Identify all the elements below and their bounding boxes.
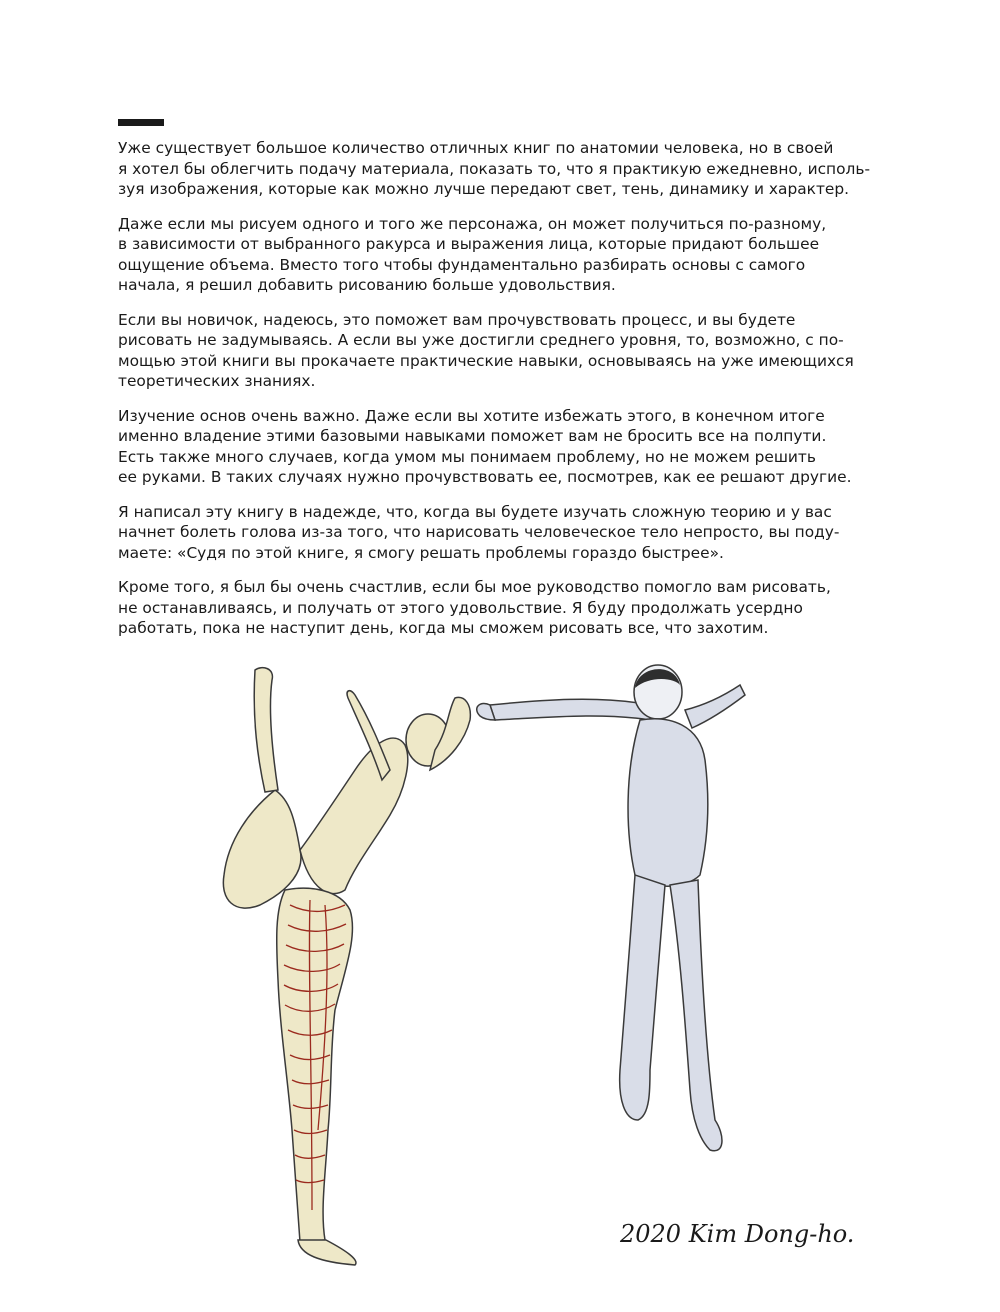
paragraph-5: Я написал эту книгу в надежде, что, когда вы будете изучать сложную теорию и у вас начнет болеть голова из-за того, что нарисовать человеческое тело непросто, вы поду- маете: «Судя по этой книге, я смогу решать проблемы гораздо быстрее».: [118, 502, 840, 562]
paragraph-3: Если вы новичок, надеюсь, это поможет вам прочувствовать процесс, и вы будете рисовать не задумываясь. А если вы уже достигли среднего уровня, то, возможно, с по- мощью этой книги вы прокачаете практические навыки, основываясь на уже имеющихся теоретических знаниях.: [118, 310, 854, 390]
intro-text: [118, 138, 878, 653]
dancers-illustration: [180, 650, 880, 1290]
paragraph-4: Изучение основ очень важно. Даже если вы хотите избежать этого, в конечном итоге именно владение этими базовыми навыками поможет вам не бросить все на полпути. Есть также много случаев, когда умом мы понимаем проблему, но не можем решить ее руками. В таких случаях нужно прочувствовать ее, посмотрев, как ее решают другие.: [118, 406, 852, 486]
dancer-left-figure: [223, 668, 470, 1265]
dancer-right-figure: [477, 665, 745, 1151]
paragraph-2: Даже если мы рисуем одного и того же персонажа, он может получиться по-разному, в зависимости от выбранного ракурса и выражения лица, которые придают большее ощущение объема. Вместо того чтобы фундаментально разбирать основы с самого начала, я решил добавить рисованию больше удовольствия.: [118, 214, 827, 294]
section-accent-bar: [118, 119, 164, 126]
paragraph-6: Кроме того, я был бы очень счастлив, если бы мое руководство помогло вам рисовать, не останавливаясь, и получать от этого удовольствие. Я буду продолжать усердно работать, пока не наступит день, когда мы сможем рисовать все, что захотим.: [118, 578, 831, 637]
artist-signature: 2020 Kim Dong-ho.: [620, 1220, 855, 1248]
paragraph-1: Уже существует большое количество отличных книг по анатомии человека, но в своей я хотел бы облегчить подачу материала, показать то, что я практикую ежедневно, исполь- зуя изображения, которые как можно лучше передают свет, тень, динамику и характер.: [118, 139, 870, 198]
